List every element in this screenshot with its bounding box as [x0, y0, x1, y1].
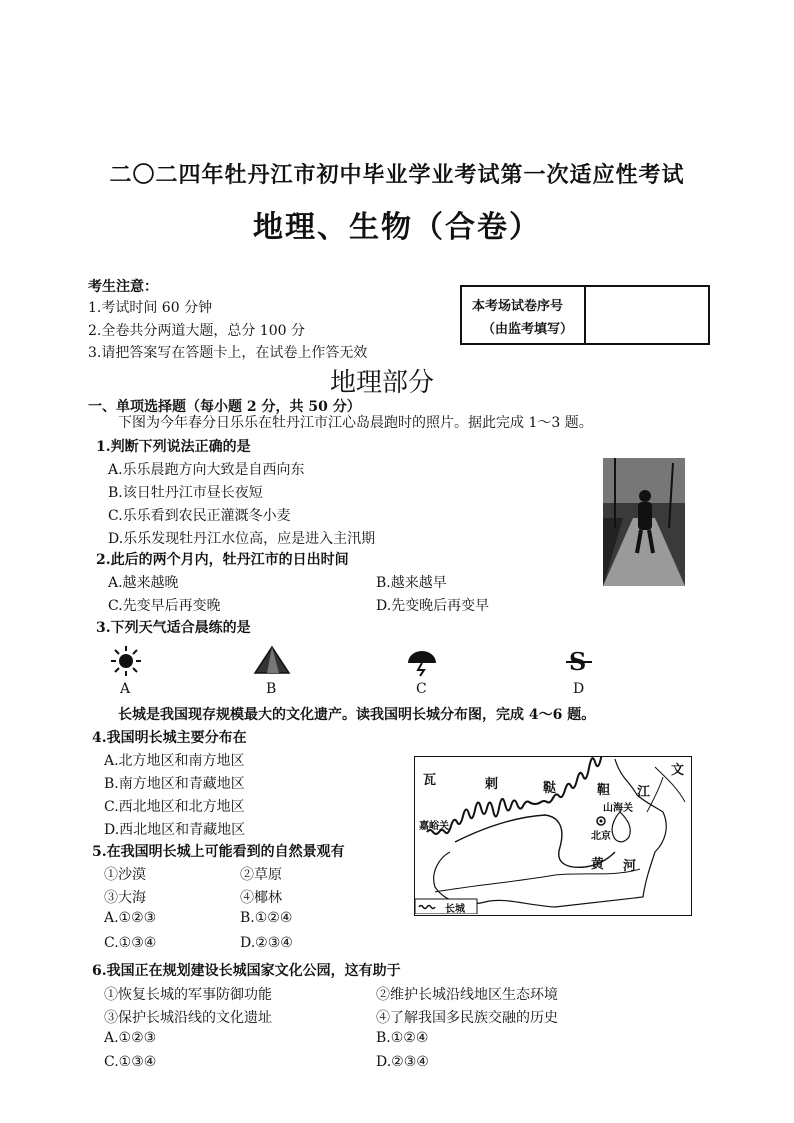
map-label-wen: 文 [671, 763, 685, 778]
q5-item-2: ②草原 [240, 867, 282, 883]
q1-stem: 1.判断下列说法正确的是 [96, 439, 251, 455]
ming-great-wall-map [414, 756, 692, 916]
q1-option-b: B.该日牡丹江市昼长夜短 [108, 485, 263, 501]
q3-stem: 3.下列天气适合晨练的是 [96, 620, 251, 636]
q2-option-c: C.先变早后再变晚 [108, 598, 221, 614]
map-label-huang: 黄 [591, 857, 605, 872]
exam-subtitle: 地理、生物（合卷） [253, 210, 541, 245]
q4-option-b: B.南方地区和青藏地区 [104, 776, 245, 792]
part1-heading: 一、单项选择题（每小题 2 分，共 50 分） [88, 399, 361, 415]
q2-option-b: B.越来越早 [376, 575, 447, 591]
sunny-icon [110, 645, 142, 677]
sandstorm-icon [253, 645, 291, 675]
q6-item-3: ③保护长城沿线的文化遗址 [104, 1010, 272, 1026]
map-label-beijing: 北京 [591, 831, 611, 842]
q2-option-a: A.越来越晚 [108, 575, 179, 591]
q6-option-c: C.①③④ [104, 1054, 157, 1070]
q3-label-b: B [266, 681, 277, 697]
exam-title: 二〇二四年牡丹江市初中毕业学业考试第一次适应性考试 [109, 162, 685, 188]
map-label-he: 河 [623, 859, 637, 874]
thunderstorm-icon [404, 645, 440, 677]
q5-item-3: ③大海 [104, 890, 146, 906]
q2-stem: 2.此后的两个月内，牡丹江市的日出时间 [96, 552, 349, 568]
notice-item-3: 3.请把答案写在答题卡上，在试卷上作答无效 [88, 345, 368, 361]
map-label-jiayuguan: 嘉峪关 [419, 821, 449, 832]
map-label-jiang: 江 [637, 785, 651, 800]
map-label-da: 鞑 [543, 781, 557, 796]
map-label-shanhaiguan: 山海关 [603, 803, 633, 814]
serial-number-box [460, 285, 710, 345]
q5-item-1: ①沙漠 [104, 867, 146, 883]
q6-stem: 6.我国正在规划建设长城国家文化公园，这有助于 [92, 963, 401, 979]
q6-option-a: A.①②③ [104, 1030, 157, 1046]
q5-option-c: C.①③④ [104, 935, 157, 951]
q1-option-d: D.乐乐发现牡丹江水位高，应是进入主汛期 [108, 531, 376, 547]
map-label-wa: 瓦 [423, 773, 437, 788]
q2-option-d: D.先变晚后再变早 [376, 598, 490, 614]
q5-stem: 5.在我国明长城上可能看到的自然景观有 [92, 844, 345, 860]
q1-option-a: A.乐乐晨跑方向大致是自西向东 [108, 462, 305, 478]
serial-box-divider [584, 287, 586, 343]
q3-label-d: D [573, 681, 585, 697]
runner-photo-drawing [603, 458, 685, 586]
q1-option-c: C.乐乐看到农民正灌溉冬小麦 [108, 508, 291, 524]
q6-item-2: ②维护长城沿线地区生态环境 [376, 987, 558, 1003]
q6-option-d: D.②③④ [376, 1054, 429, 1070]
q5-option-a: A.①②③ [104, 910, 157, 926]
morning-run-photo [603, 458, 685, 586]
serial-box-note: （由监考填写） [482, 322, 574, 337]
map-legend-label: 长城 [445, 904, 465, 915]
q4-option-c: C.西北地区和北方地区 [104, 799, 245, 815]
q5-option-b: B.①②④ [240, 910, 293, 926]
notice-item-1: 1.考试时间 60 分钟 [88, 300, 213, 316]
map-label-la: 剌 [485, 777, 499, 792]
q6-item-4: ④了解我国多民族交融的历史 [376, 1010, 558, 1026]
serial-box-label: 本考场试卷序号 [472, 299, 564, 314]
q4-stem: 4.我国明长城主要分布在 [92, 730, 247, 746]
q6-option-b: B.①②④ [376, 1030, 429, 1046]
q5-option-d: D.②③④ [240, 935, 293, 951]
q3-label-c: C [416, 681, 427, 697]
intro-1: 下图为今年春分日乐乐在牡丹江市江心岛晨跑时的照片。据此完成 1～3 题。 [118, 415, 593, 431]
intro-2: 长城是我国现存规模最大的文化遗产。读我国明长城分布图，完成 4～6 题。 [118, 707, 596, 723]
q6-item-1: ①恢复长城的军事防御功能 [104, 987, 272, 1003]
q4-option-a: A.北方地区和南方地区 [104, 753, 245, 769]
notice-item-2: 2.全卷共分两道大题，总分 100 分 [88, 323, 305, 339]
haze-icon [566, 648, 592, 678]
map-label-dan: 靼 [597, 783, 611, 798]
svg-text:S: S [569, 648, 587, 676]
q5-item-4: ④椰林 [240, 890, 282, 906]
q3-label-a: A [120, 681, 131, 697]
notice-heading: 考生注意： [88, 279, 158, 295]
section-heading: 地理部分 [330, 368, 435, 398]
q4-option-d: D.西北地区和青藏地区 [104, 822, 246, 838]
